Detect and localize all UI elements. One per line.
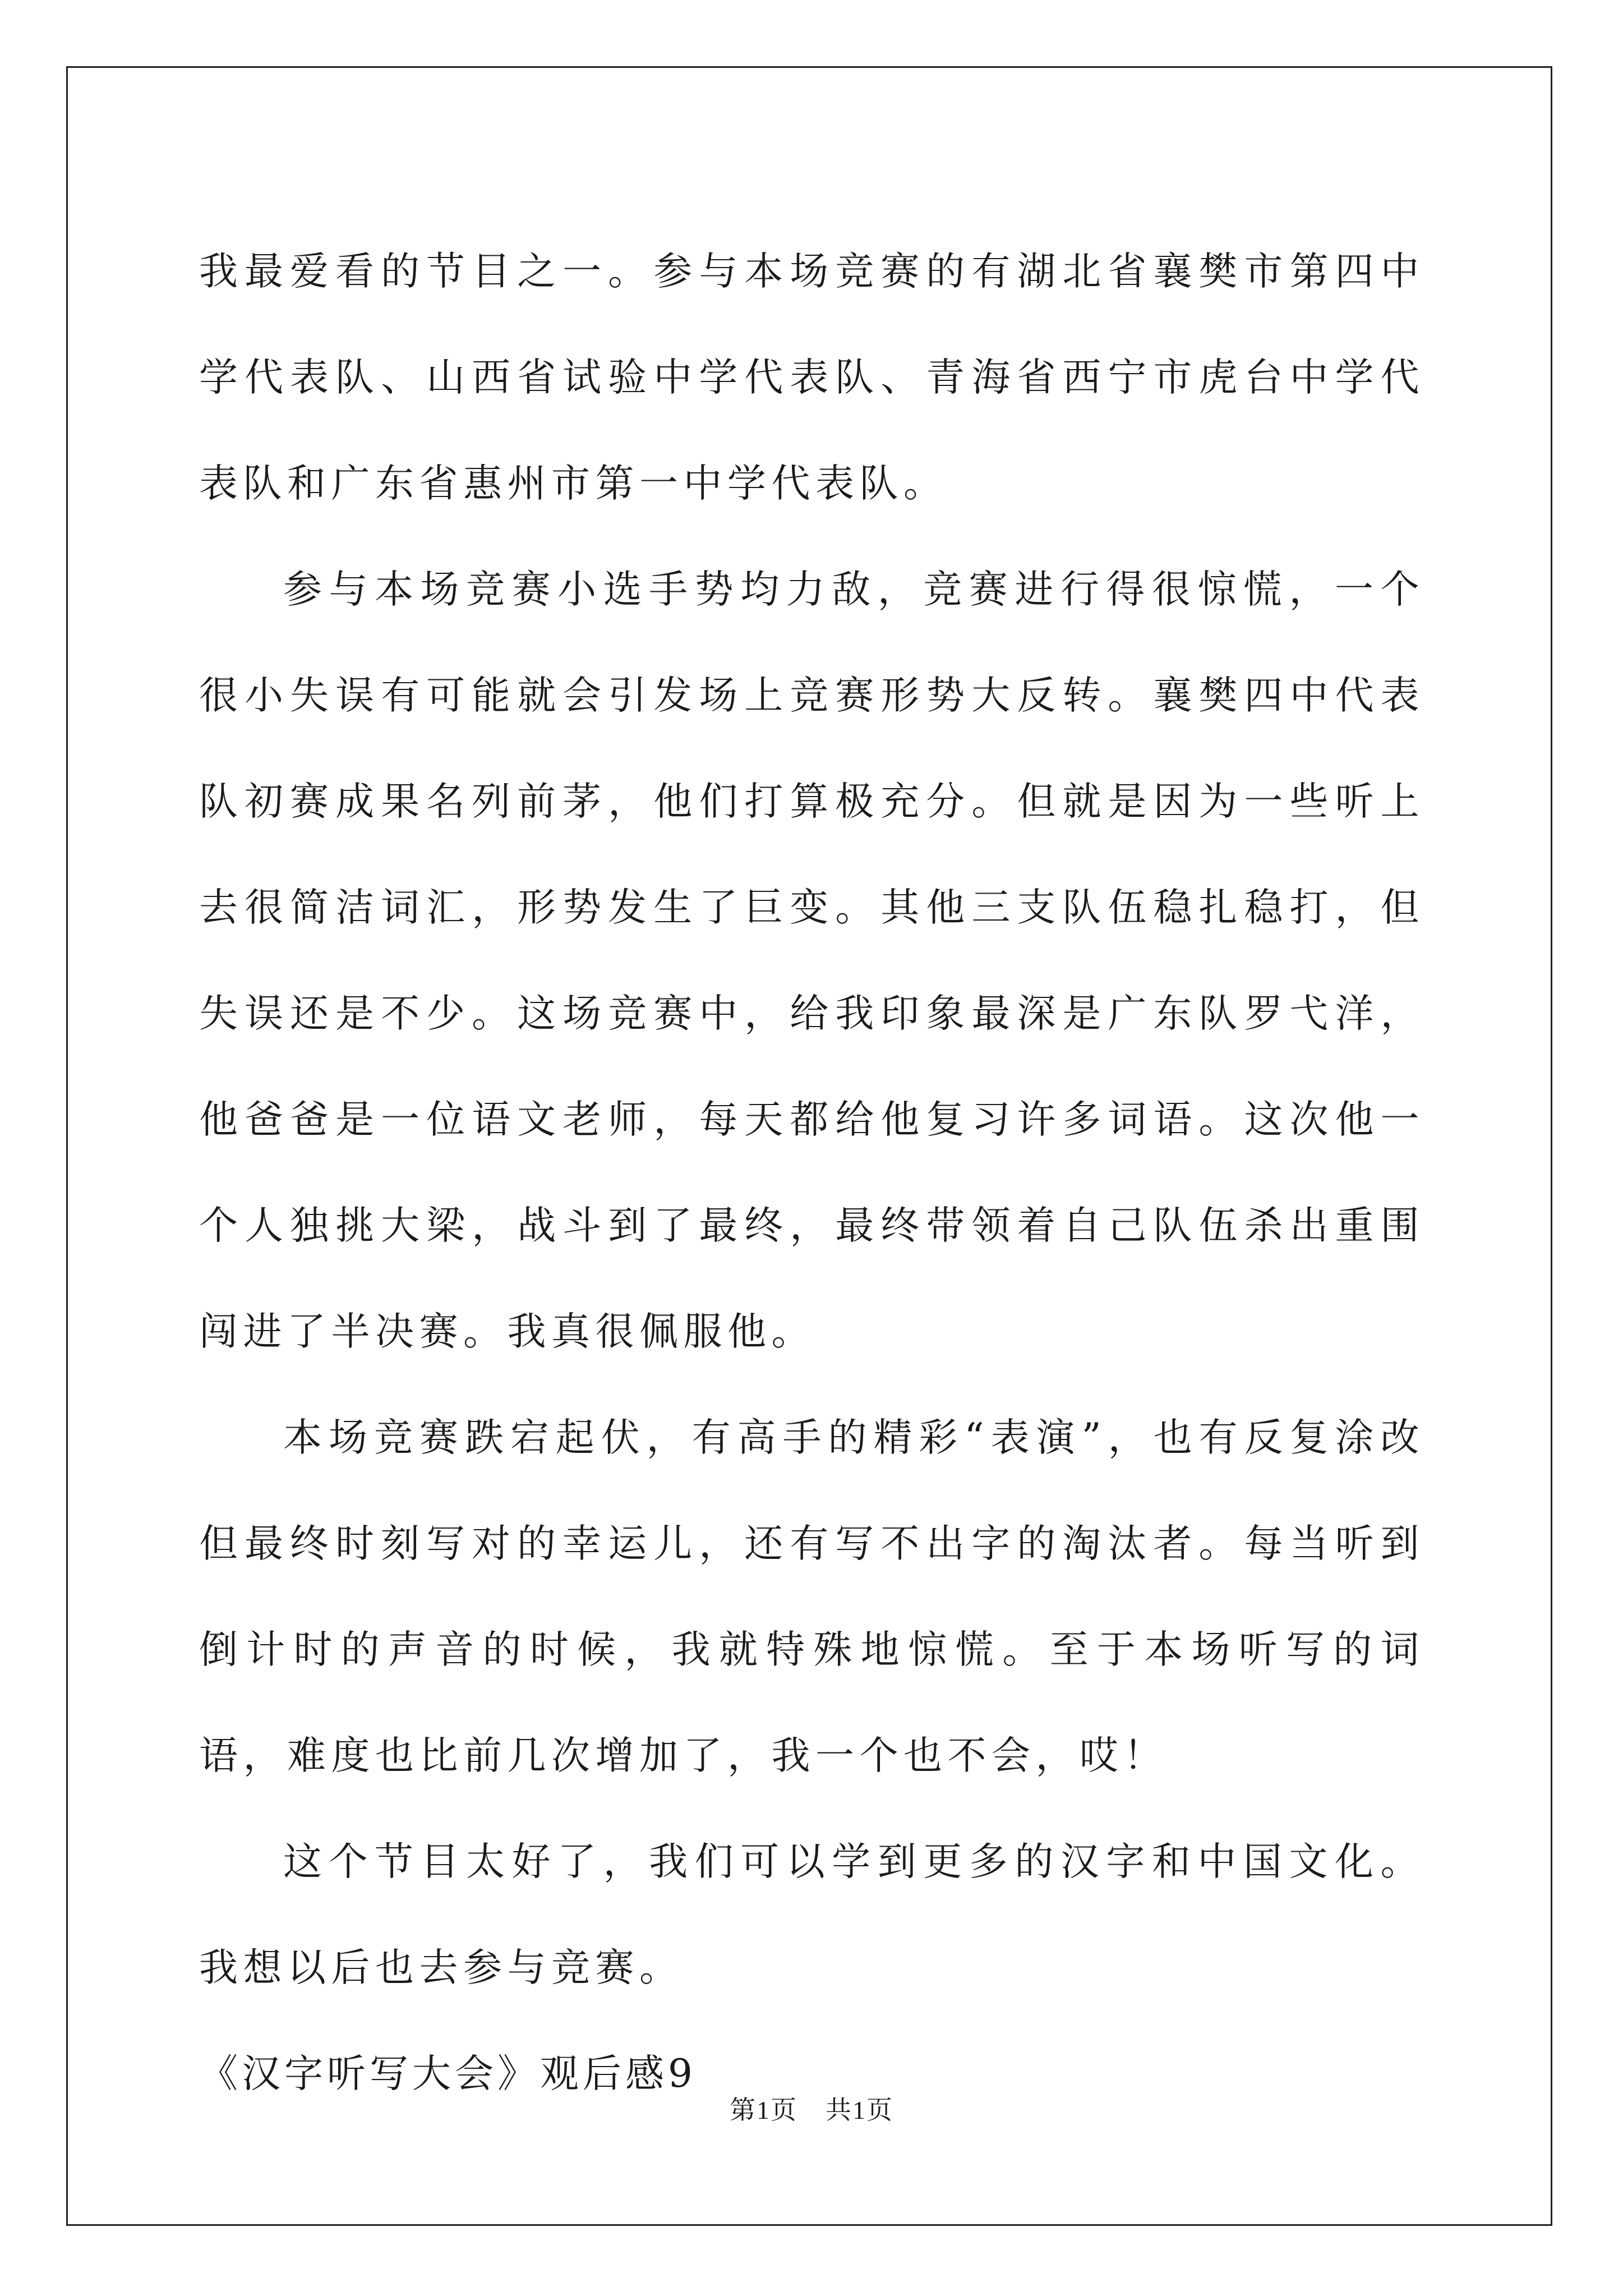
section-title: 《汉字听写大会》观后感9 — [199, 2051, 697, 2096]
paragraph-1: 我最爱看的节目之一。参与本场竞赛的有湖北省襄樊市第四中学代表队、山西省试验中学代表队、青海省西宁市虎台中学代表队和广东省惠州市第一中学代表队。 — [199, 249, 1424, 506]
paragraph-3: 本场竞赛跌宕起伏，有高手的精彩“表演”，也有反复涂改但最终时刻写对的幸运儿，还有写不出字的淘汰者。每当听到倒计时的声音的时候，我就特殊地惊慌。至于本场听写的词语，难度也比前几次增加了，我一个也不会，哎！ — [199, 1415, 1424, 1778]
page-number-current: 第1页 — [730, 2096, 797, 2124]
page-number-total: 共1页 — [826, 2096, 893, 2124]
paragraph-4: 这个节目太好了，我们可以学到更多的汉字和中国文化。我想以后也去参与竞赛。 — [199, 1839, 1424, 1990]
document-body — [199, 219, 1424, 2127]
paragraph-2: 参与本场竞赛小选手势均力敌，竞赛进行得很惊慌，一个很小失误有可能就会引发场上竞赛形势大反转。襄樊四中代表队初赛成果名列前茅，他们打算极充分。但就是因为一些听上去很简洁词汇，形势发生了巨变。其他三支队伍稳扎稳打，但失误还是不少。这场竞赛中，给我印象最深是广东队罗弋洋，他爸爸是一位语文老师，每天都给他复习许多词语。这次他一个人独挑大梁，战斗到了最终，最终带领着自己队伍杀出重围闯进了半决赛。我真很佩服他。 — [199, 567, 1424, 1354]
page-footer — [0, 2090, 1623, 2127]
